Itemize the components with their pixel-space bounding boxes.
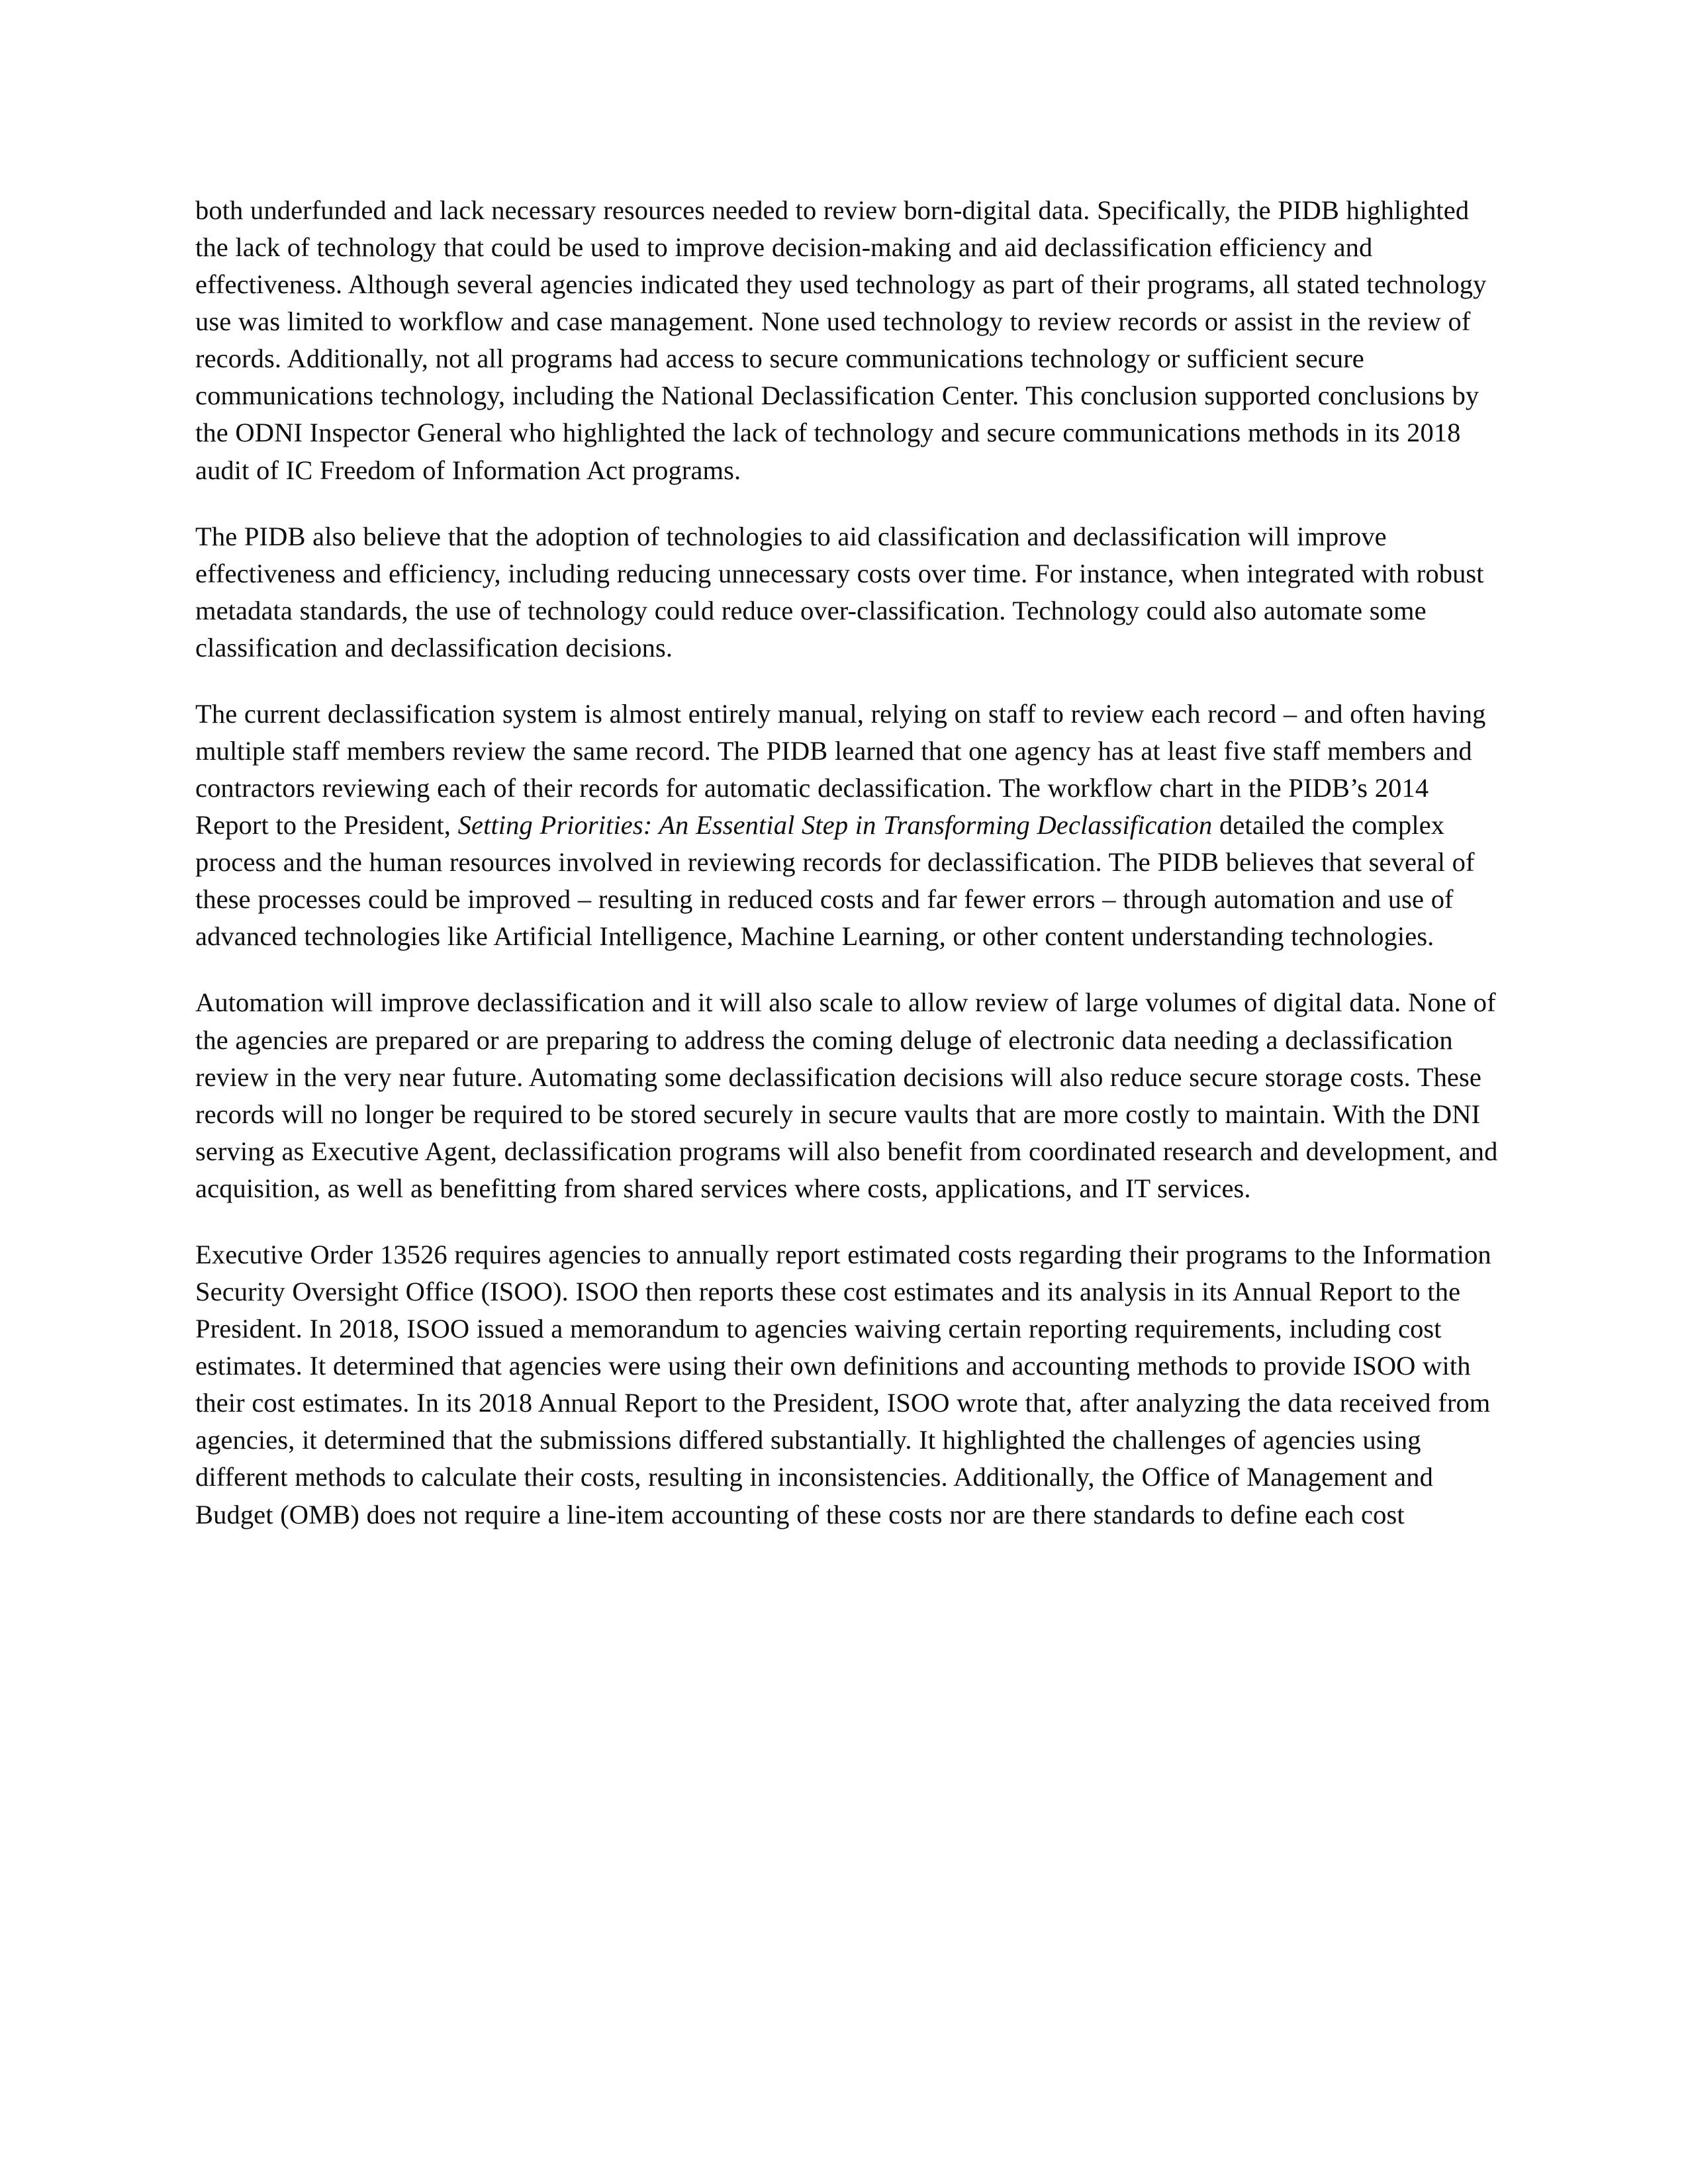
paragraph: Executive Order 13526 requires agencies to annually report estimated costs regarding their programs to the Information Security Oversight Office (ISOO). ISOO then reports these cost estimates and its analysis in its Annual Report to the President. In 2018, ISOO issued a memorandum to agencies waiving certain reporting requirements, including cost estimates. It determined that agencies were using their own definitions and accounting methods to provide ISOO with their cost estimates. In its 2018 Annual Report to the President, ISOO wrote that, after analyzing the data received from agencies, it determined that the submissions differed substantially. It highlighted the challenges of agencies using different methods to calculate their costs, resulting in inconsistencies. Additionally, the Office of Management and Budget (OMB) does not require a line-item accounting of these costs nor are there standards to define each cost xyxy=(195,1239,1491,1529)
report-title-italic: Setting Priorities: An Essential Step in Transforming Declassification xyxy=(457,810,1213,841)
paragraph-text-before: The current declassification system is almost entirely manual, relying on staff to review each record – and often having multiple staff members review the same record. The PIDB learned that one agency has at least five staff members and contractors reviewing each of their records for automatic declassification. The workflow chart in the PIDB’s 2014 Report to the President, xyxy=(195,698,1486,841)
paragraph: The PIDB also believe that the adoption of technologies to aid classification and declassification will improve effectiveness and efficiency, including reducing unnecessary costs over time. For instance, when integrated with robust metadata standards, the use of technology could reduce over-classification. Technology could also automate some classification and declassification decisions. xyxy=(195,521,1484,662)
paragraph: both underfunded and lack necessary resources needed to review born-digital data. Specifically, the PIDB highlighted the lack of technology that could be used to improve decision-making and aid declassification efficiency and effectiveness. Although several agencies indicated they used technology as part of their programs, all stated technology use was limited to workflow and case management. None used technology to review records or assist in the review of records. Additionally, not all programs had access to secure communications technology or sufficient secure communications technology, including the National Declassification Center. This conclusion supported conclusions by the ODNI Inspector General who highlighted the lack of technology and secure communications methods in its 2018 audit of IC Freedom of Information Act programs. xyxy=(195,195,1487,485)
paragraph-text-after: detailed the complex process and the human resources involved in reviewing records for declassification. The PIDB believes that several of these processes could be improved – resulting in reduced costs and far fewer errors – through automation and use of advanced technologies like Artificial Intelligence, Machine Learning, or other content understanding technologies. xyxy=(195,810,1475,952)
paragraph: Automation will improve declassification and it will also scale to allow review of large volumes of digital data. None of the agencies are prepared or are preparing to address the coming deluge of electronic data needing a declassification review in the very near future. Automating some declassification decisions will also reduce secure storage costs. These records will no longer be required to be stored securely in secure vaults that are more costly to maintain. With the DNI serving as Executive Agent, declassification programs will also benefit from coordinated research and development, and acquisition, as well as benefitting from shared services where costs, applications, and IT services. xyxy=(195,987,1498,1203)
paragraph-with-italic-title xyxy=(195,696,1503,956)
document-body xyxy=(195,192,1503,1533)
